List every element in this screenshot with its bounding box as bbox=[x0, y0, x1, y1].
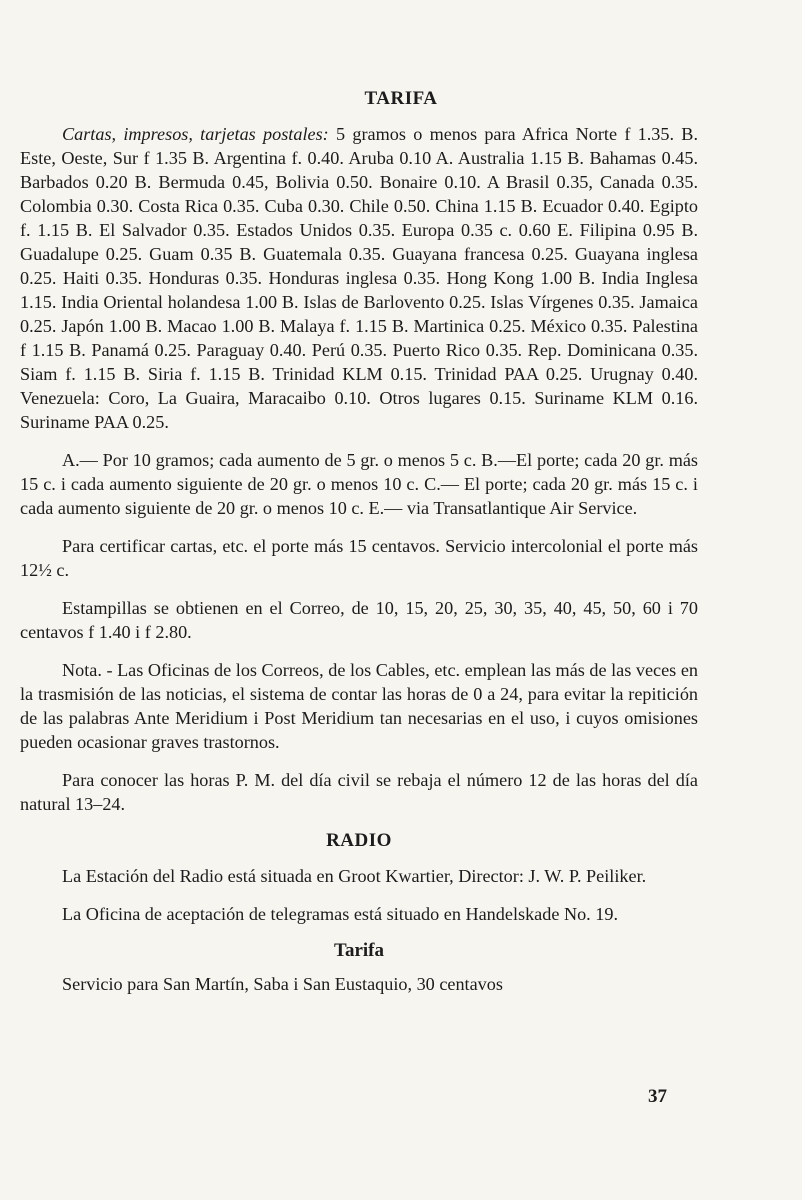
radio-heading: RADIO bbox=[326, 830, 392, 851]
station-paragraph: La Estación del Radio está situada en Groot Kwartier, Director: J. W. P. Peiliker. bbox=[62, 866, 647, 886]
rates-text: 5 gramos o menos para Africa Norte f 1.35. B. Este, Oeste, Sur f 1.35 B. Argentina f. 0.40. Aruba 0.10 A. Australia 1.15 B. Bahamas 0.45. Barbados 0.20 B. Bermuda 0.45, Bolivia 0.50. Bonaire 0.10. A Brasil 0.35, Canada 0.35. Colombia 0.30. Costa Rica 0.35. Cuba 0.30. Chile 0.50. China 1.15 B. Ecuador 0.40. Egipto f. 1.15 B. El Salvador 0.35. Estados Unidos 0.35. Europa 0.35 c. 0.60 E. Filipina 0.95 B. Guadalupe 0.25. Guam 0.35 B. Guatemala 0.35. Guayana francesa 0.25. Guayana inglesa 0.25. Haiti 0.35. Honduras 0.35. Honduras inglesa 0.35. Hong Kong 1.00 B. India Inglesa 1.15. India Oriental holandesa 1.00 B. Islas de Barlovento 0.25. Islas Vírgenes 0.35. Jamaica 0.25. Japón 1.00 B. Macao 1.00 B. Malaya f. 1.15 B. Martinica 0.25. México 0.35. Palestina f 1.15 B. Panamá 0.25. Paraguay 0.40. Perú 0.35. Puerto Rico 0.35. Rep. Dominicana 0.35. Siam f. 1.15 B. Siria f. 1.15 B. Trinidad KLM 0.15. Trinidad PAA 0.25. Urugnay 0.40. Venezuela: Coro, La Guaira, Maracaibo 0.10. Otros lugares 0.15. Suriname KLM 0.16. Suriname PAA 0.25. bbox=[20, 124, 698, 432]
stamps-paragraph: Estampillas se obtienen en el Correo, de 10, 15, 20, 25, 30, 35, 40, 45, 50, 60 i 70 centavos f 1.40 i f 2.80. bbox=[20, 598, 698, 642]
office-paragraph: La Oficina de aceptación de telegramas está situado en Handelskade No. 19. bbox=[62, 904, 619, 924]
notes-paragraph: A.— Por 10 gramos; cada aumento de 5 gr. o menos 5 c. B.—El porte; cada 20 gr. más 15 c. i cada aumento siguiente de 20 gr. o menos 10 c. C.— El porte; cada 20 gr. más 15 c. i cada aumento siguiente de 20 gr. o menos 10 c. E.— via Transatlantique Air Service. bbox=[20, 450, 698, 518]
rates-paragraph bbox=[20, 122, 698, 434]
page-number: 37 bbox=[648, 1086, 667, 1107]
tarifa-heading: TARIFA bbox=[364, 88, 438, 109]
rates-lead: Cartas, impresos, tarjetas postales: bbox=[62, 124, 329, 144]
hours-paragraph: Para conocer las horas P. M. del día civil se rebaja el número 12 de las horas del día natural 13–24. bbox=[20, 770, 698, 814]
service-paragraph: Servicio para San Martín, Saba i San Eustaquio, 30 centavos bbox=[62, 974, 503, 994]
nota-paragraph: Nota. - Las Oficinas de los Correos, de los Cables, etc. emplean las más de las veces en la trasmisión de las noticias, el sistema de contar las horas de 0 a 24, para evitar la repitición de las palabras Ante Meridium i Post Meridium tan necesarias en el uso, i cuyos omisiones pueden ocasionar graves trastornos. bbox=[20, 660, 698, 752]
certify-paragraph: Para certificar cartas, etc. el porte más 15 centavos. Servicio intercolonial el porte más 12½ c. bbox=[20, 536, 698, 580]
radio-tarifa-heading: Tarifa bbox=[334, 940, 384, 961]
